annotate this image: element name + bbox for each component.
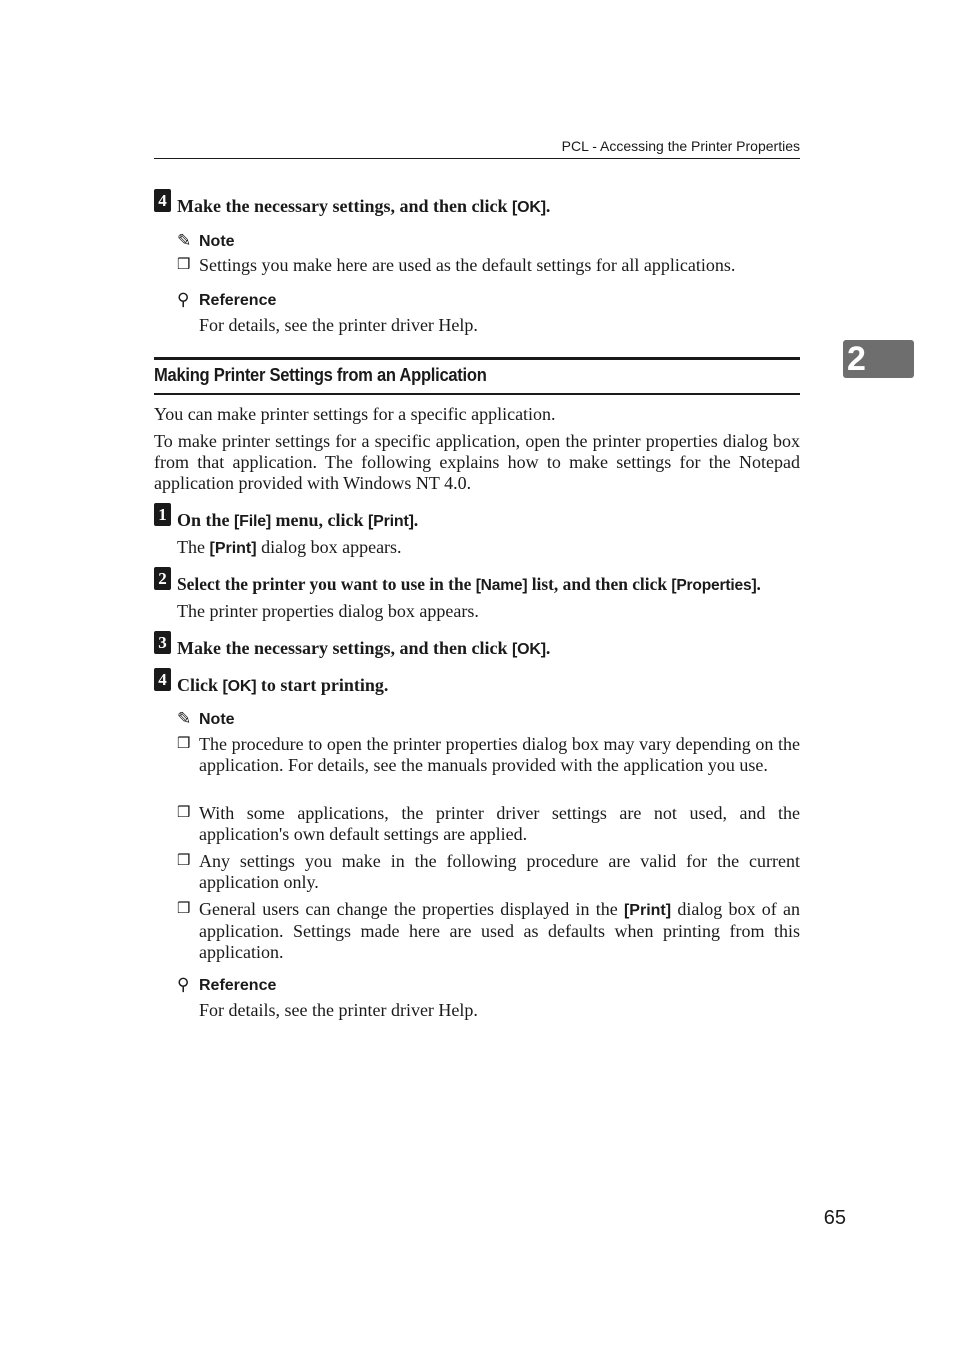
- ui-label-print: [Print]: [209, 540, 257, 557]
- step-instruction: Select the printer you want to use in the [Name] list, and then click [Properties].: [177, 574, 761, 594]
- step-instruction: Make the necessary settings, and then click [OK].: [177, 638, 551, 658]
- note-bullet: ❒ General users can change the properties displayed in the [Print] dialog box of an application. Settings made here are used as defaults when printing from this application.: [177, 899, 800, 962]
- section-paragraph: You can make printer settings for a specific application.: [154, 404, 556, 424]
- step-instruction: Click [OK] to start printing.: [177, 675, 389, 695]
- ui-label-file: [File]: [234, 513, 272, 530]
- reference-text: For details, see the printer driver Help.: [199, 315, 478, 335]
- step-result: The [Print] dialog box appears.: [177, 537, 402, 557]
- pencil-icon: ✎: [177, 231, 192, 250]
- step-number: 4: [154, 189, 171, 212]
- chapter-number: 2: [847, 340, 866, 378]
- step-result: The printer properties dialog box appears.: [177, 601, 479, 621]
- reference-text: For details, see the printer driver Help.: [199, 1000, 478, 1020]
- note-heading: ✎ Note: [177, 231, 235, 250]
- step-number: 2: [154, 567, 171, 590]
- pencil-icon: ✎: [177, 709, 192, 728]
- note-bullet: ❒ Any settings you make in the following procedure are valid for the current application only.: [177, 851, 800, 892]
- ui-label-print: [Print]: [368, 513, 414, 530]
- step-instruction: Make the necessary settings, and then click [OK].: [177, 196, 551, 216]
- ui-label-print: [Print]: [623, 902, 672, 919]
- ui-label-ok: [OK]: [222, 678, 257, 695]
- step-number: 3: [154, 631, 171, 654]
- note-heading: ✎ Note: [177, 709, 235, 728]
- reference-heading: ⚲ Reference: [177, 290, 277, 309]
- section-title: Making Printer Settings from an Application: [154, 365, 487, 385]
- magnifier-icon: ⚲: [177, 975, 190, 994]
- step-number: 4: [154, 668, 171, 691]
- checkbox-icon: ❒: [177, 257, 191, 273]
- running-header: PCL - Accessing the Printer Properties: [561, 138, 800, 154]
- checkbox-icon: ❒: [177, 736, 191, 752]
- chapter-tab: [843, 340, 914, 378]
- magnifier-icon: ⚲: [177, 290, 190, 309]
- checkbox-icon: ❒: [177, 901, 191, 917]
- page-number: 65: [823, 1207, 846, 1229]
- header-rule: [154, 158, 800, 159]
- reference-heading: ⚲ Reference: [177, 975, 277, 994]
- ui-label-name: [Name]: [475, 577, 528, 594]
- step-instruction: On the [File] menu, click [Print].: [177, 510, 419, 530]
- section-rule-bottom: [154, 393, 800, 395]
- ui-label-properties: [Properties]: [671, 577, 757, 594]
- step-number: 1: [154, 503, 171, 526]
- ui-label-ok: [OK]: [511, 199, 546, 216]
- checkbox-icon: ❒: [177, 853, 191, 869]
- ui-label-ok: [OK]: [511, 641, 546, 658]
- note-bullet: ❒ The procedure to open the printer properties dialog box may vary depending on the application. For details, see the manuals provided with the application you use.: [177, 734, 800, 775]
- section-rule-top: [154, 357, 800, 360]
- note-bullet: ❒ Settings you make here are used as the default settings for all applications.: [177, 255, 736, 275]
- section-paragraph: To make printer settings for a specific application, open the printer properties dialog box from that application. The following explains how to make settings for the Notepad application provided with Windows NT 4.0.: [154, 431, 800, 493]
- checkbox-icon: ❒: [177, 805, 191, 821]
- note-bullet: ❒ With some applications, the printer driver settings are not used, and the application's own default settings are applied.: [177, 803, 800, 844]
